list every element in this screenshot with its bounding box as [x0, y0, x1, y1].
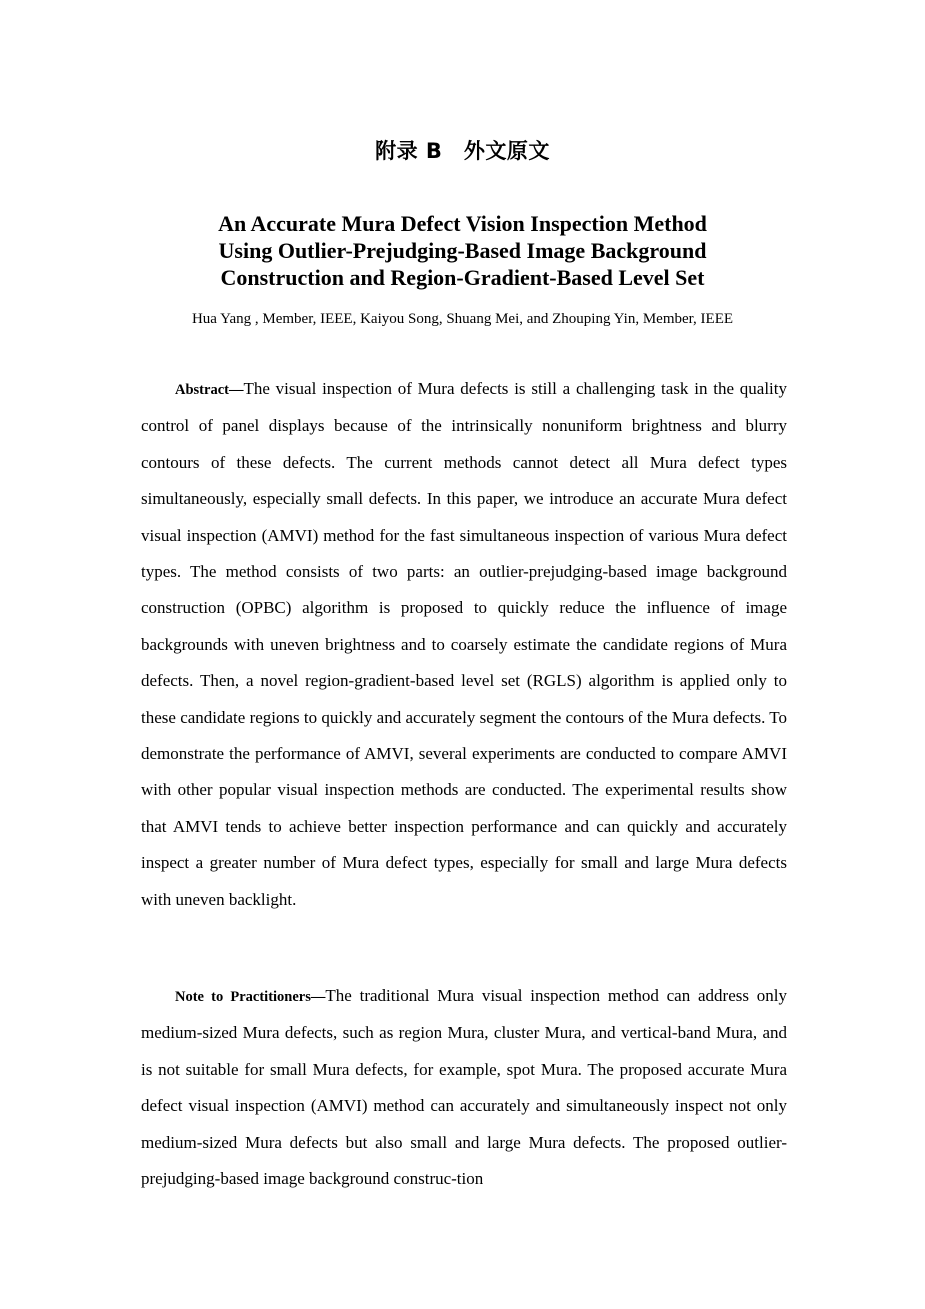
appendix-heading: 附录 B 外文原文	[375, 139, 550, 163]
title-line: Construction and Region-Gradient-Based Level Set	[220, 265, 705, 290]
note-label: Note to Practitioners—	[175, 989, 326, 1005]
note-to-practitioners-paragraph	[141, 978, 787, 1196]
title-line: Using Outlier-Prejudging-Based Image Background	[218, 238, 707, 263]
note-text: The traditional Mura visual inspection method can address only medium-sized Mura defects, such as region Mura, cluster Mura, and vertical-band Mura, and is not suitable for small Mura defects, for example, spot Mura. The proposed accurate Mura defect visual inspection (AMVI) method can accurately and simultaneously inspect not only medium-sized Mura defects but also small and large Mura defects. The proposed outlier-prejudging-based image background construc-tion	[141, 986, 787, 1189]
abstract-paragraph	[141, 371, 787, 918]
abstract-label: Abstract—	[175, 382, 244, 398]
abstract-text: The visual inspection of Mura defects is still a challenging task in the quality control of panel displays because of the intrinsically nonuniform brightness and blurry contours of these defects. The current methods cannot detect all Mura defect types simultaneously, especially small defects. In this paper, we introduce an accurate Mura defect visual inspection (AMVI) method for the fast simultaneous inspection of various Mura defect types. The method consists of two parts: an outlier-prejudging-based image background construction (OPBC) algorithm is proposed to quickly reduce the influence of image backgrounds with uneven brightness and to coarsely estimate the candidate regions of Mura defects. Then, a novel region-gradient-based level set (RGLS) algorithm is applied only to these candidate regions to quickly and accurately segment the contours of the Mura defects. To demonstrate the performance of AMVI, several experiments are conducted to compare AMVI with other popular visual inspection methods are conducted. The experimental results show that AMVI tends to achieve better inspection performance and can quickly and accurately inspect a greater number of Mura defect types, especially for small and large Mura defects with uneven backlight.	[141, 379, 787, 909]
title-line: An Accurate Mura Defect Vision Inspection Method	[218, 211, 707, 236]
author-list: Hua Yang , Member, IEEE, Kaiyou Song, Shuang Mei, and Zhouping Yin, Member, IEEE	[191, 311, 734, 327]
paper-title	[0, 210, 925, 291]
